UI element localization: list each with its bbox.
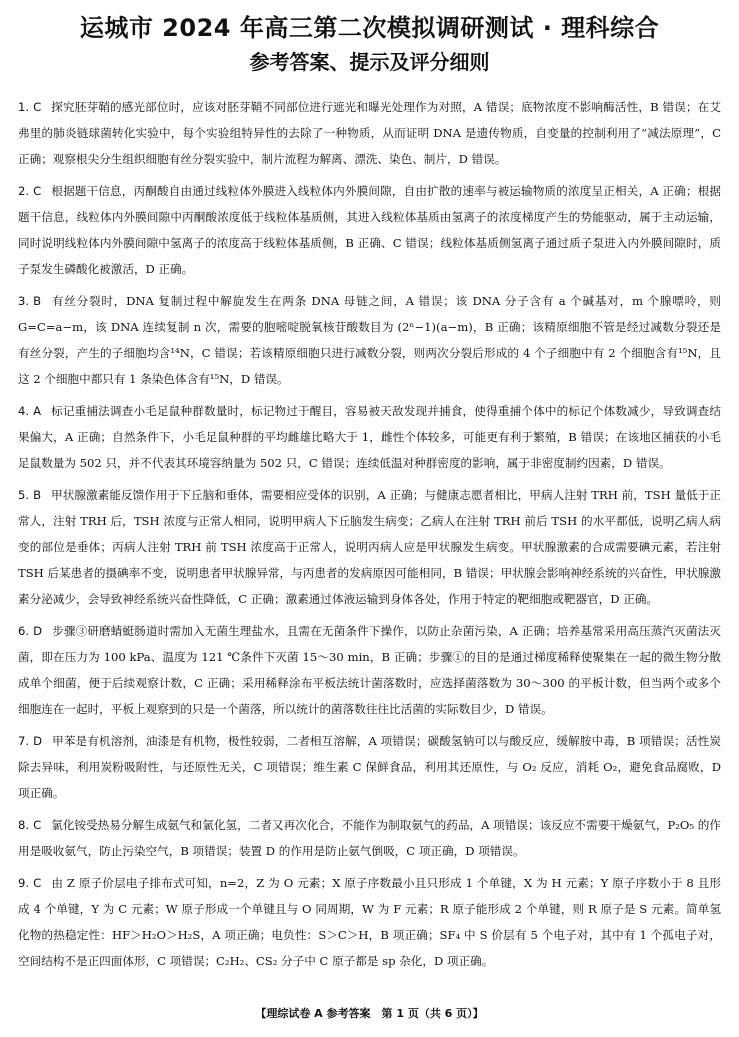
answer-explanation: 氯化铵受热易分解生成氨气和氯化氢，二者又再次化合，不能作为制取氨气的药品，A 项错误；该反应不需要干燥氨气，P₂O₅ 的作用是吸收氨气，防止污染空气，B 项错误；装置 D 的作用是防止氨气倒吸，C 项正确，D 项错误。: [18, 818, 721, 858]
answer-number: 6.: [18, 624, 30, 638]
answer-key: C: [33, 100, 42, 114]
answer-explanation: 甲状腺激素能反馈作用于下丘脑和垂体，需要相应受体的识别，A 正确；与健康志愿者相比，甲病人注射 TRH 前，TSH 量低于正常人，注射 TRH 后，TSH 浓度与正常人相同，说明甲病人下丘脑发生病变；乙病人在注射 TRH 前后 TSH 的水平都低，说明乙病人病变的部位是垂体；丙病人注射 TRH 前 TSH 浓度高于正常人，说明丙病人应是甲状腺发生病变。甲状腺激素的合成需要碘元素，若注射 TSH 后某患者的摄碘率不变，说明患者甲状腺异常，与丙患者的发病原因可能相同，B 错误；甲状腺会影响神经系统的兴奋性，甲状腺激素分泌减少，会导致神经系统兴奋性降低，C 正确；激素通过体液运输到身体各处，作用于特定的靶细胞或靶器官，D 正确。: [18, 488, 721, 606]
answer-list: [18, 94, 721, 974]
answer-item-2: [18, 178, 721, 282]
answer-number: 5.: [18, 488, 30, 502]
page-subtitle: 参考答案、提示及评分细则: [249, 50, 490, 74]
answer-explanation: 探究胚芽鞘的感光部位时，应该对胚芽鞘不同部位进行遮光和曝光处理作为对照，A 错误；底物浓度不影响酶活性，B 错误；在艾弗里的肺炎链球菌转化实验中，每个实验组特异性的去除了一种物质，从而证明 DNA 是遗传物质，自变量的控制利用了“减法原理”，C 正确；观察根尖分生组织细胞有丝分裂实验中，制片流程为解离、漂洗、染色、制片，D 错误。: [18, 100, 721, 166]
answer-key: A: [33, 404, 41, 418]
answer-item-4: [18, 398, 721, 476]
answer-number: 1.: [18, 100, 30, 114]
answer-item-3: [18, 288, 721, 392]
answer-number: 2.: [18, 184, 30, 198]
answer-key: D: [33, 734, 42, 748]
answer-item-7: [18, 728, 721, 806]
answer-explanation: 由 Z 原子价层电子排布式可知，n=2，Z 为 O 元素；X 原子序数最小且只形成 1 个单键，X 为 H 元素；Y 原子序数小于 8 且形成 4 个单键，Y 为 C 元素；W 原子形成一个单键且与 O 同周期，W 为 F 元素；R 原子能形成 2 个单键，则 R 原子是 S 元素。简单氢化物的热稳定性：HF＞H₂O＞H₂S，A 项正确；电负性：S＞C＞H，B 项正确；SF₄ 中 S 价层有 5 个电子对，其中有 1 个孤电子对，空间结构不是正四面体形，C 项错误；C₂H₂、CS₂ 分子中 C 原子都是 sp 杂化，D 项正确。: [18, 876, 721, 968]
answer-number: 4.: [18, 404, 30, 418]
answer-key: C: [33, 818, 42, 832]
page-title: 运城市 2024 年高三第二次模拟调研测试 · 理科综合: [79, 14, 660, 42]
answer-number: 8.: [18, 818, 30, 832]
answer-item-6: [18, 618, 721, 722]
answer-key: C: [33, 184, 42, 198]
answer-explanation: 步骤③研磨蜻蜓肠道时需加入无菌生理盐水，且需在无菌条件下操作，以防止杂菌污染，A 正确；培养基常采用高压蒸汽灭菌法灭菌，即在压力为 100 kPa、温度为 121 ℃条件下灭菌 15～30 min，B 正确；步骤①的目的是通过梯度稀释使聚集在一起的微生物分散成单个细菌，便于后续观察计数，C 正确；采用稀释涂布平板法统计菌落数时，应选择菌落数为 30～300 的平板计数，但当两个或多个细胞连在一起时，平板上观察到的只是一个菌落，所以统计的菌落数往往比活菌的实际数目少，D 错误。: [18, 624, 721, 716]
answer-key: D: [33, 624, 42, 638]
answer-explanation: 标记重捕法调查小毛足鼠种群数量时，标记物过于醒目，容易被天敌发现并捕食，使得重捕个体中的标记个体数减少，导致调查结果偏大，A 正确；自然条件下，小毛足鼠种群的平均雌雄比略大于 1，雌性个体较多，可能更有利于繁殖，B 错误；在该地区捕获的小毛足鼠数量为 502 只，并不代表其环境容纳量为 502 只，C 错误；连续低温对种群密度的影响，属于非密度制约因素，D 错误。: [18, 404, 721, 470]
answer-number: 3.: [18, 294, 30, 308]
answer-number: 7.: [18, 734, 30, 748]
answer-explanation: 甲苯是有机溶剂，油漆是有机物，极性较弱，二者相互溶解，A 项错误；碳酸氢钠可以与酸反应，缓解胺中毒，B 项错误；活性炭除去异味，利用炭粉吸附性，与还原性无关，C 项错误；维生素 C 保鲜食品，利用其还原性，与 O₂ 反应，消耗 O₂，避免食品腐败，D 项正确。: [18, 734, 721, 800]
answer-explanation: 有丝分裂时，DNA 复制过程中解旋发生在两条 DNA 母链之间，A 错误；该 DNA 分子含有 a 个碱基对，m 个腺嘌呤，则 G=C=a−m，该 DNA 连续复制 n 次，需要的胞嘧啶脱氧核苷酸数目为 (2ⁿ−1)(a−m)，B 正确；该精原细胞不管是经过减数分裂还是有丝分裂，产生的子细胞均含¹⁴N，C 错误；若该精原细胞只进行减数分裂，则两次分裂后形成的 4 个子细胞中有 2 个细胞含有¹⁵N，且这 2 个细胞中都只有 1 条染色体含有¹⁵N，D 错误。: [18, 294, 721, 386]
answer-item-1: [18, 94, 721, 172]
answer-key: B: [33, 294, 42, 308]
answer-key: B: [33, 488, 42, 502]
answer-item-8: [18, 812, 721, 864]
answer-explanation: 根据题干信息，丙酮酸自由通过线粒体外膜进入线粒体内外膜间隙，自由扩散的速率与被运输物质的浓度呈正相关，A 正确；根据题干信息，线粒体内外膜间隙中丙酮酸浓度低于线粒体基质侧，其进入线粒体基质由氢离子的浓度梯度产生的势能驱动，属于主动运输，同时说明线粒体内外膜间隙中氢离子的浓度高于线粒体基质侧，B 正确、C 错误；线粒体基质侧氢离子通过质子泵进入内外膜间隙时，质子泵发生磷酸化被激活，D 正确。: [18, 184, 721, 276]
answer-number: 9.: [18, 876, 30, 890]
answer-item-5: [18, 482, 721, 612]
answer-item-9: [18, 870, 721, 974]
answer-key: C: [33, 876, 42, 890]
page-footer: 【理综试卷 A 参考答案 第 1 页（共 6 页）】: [255, 1007, 484, 1020]
